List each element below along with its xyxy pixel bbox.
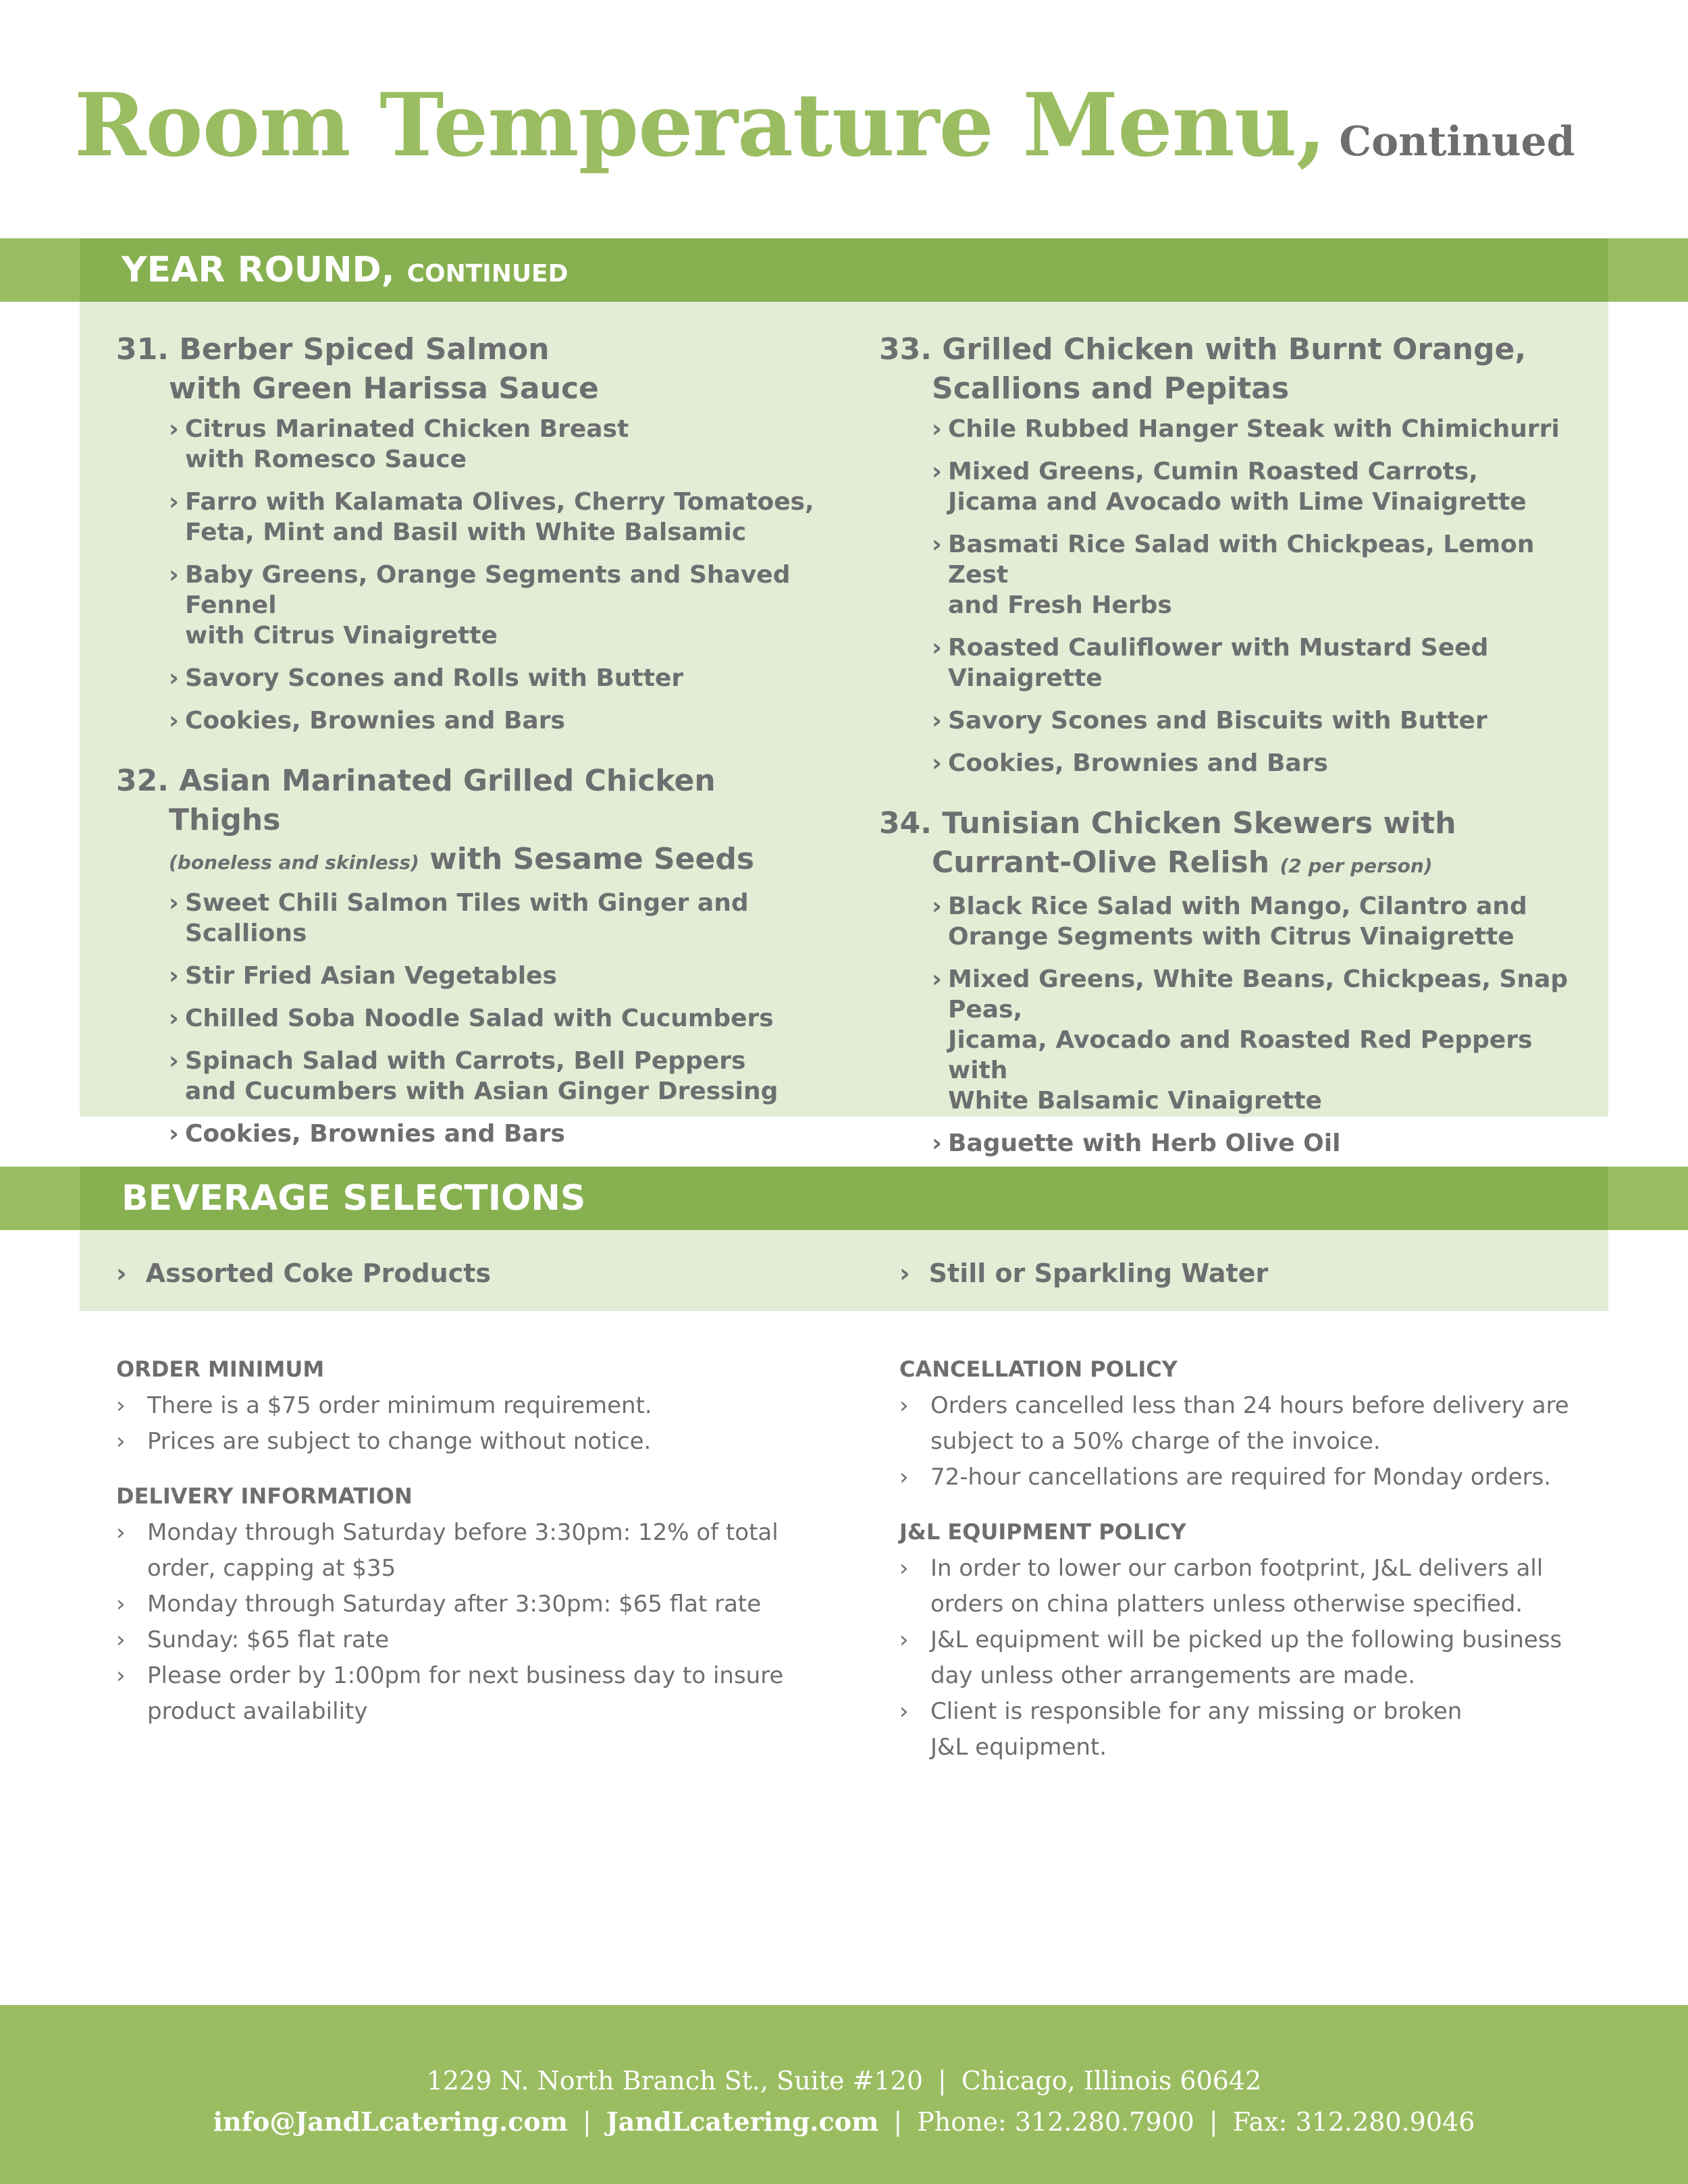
chevron-icon: › xyxy=(116,1428,126,1455)
footer-phone: Phone: 312.280.7900 xyxy=(917,2107,1194,2137)
menu-subitem-text: Feta, Mint and Basil with White Balsamic xyxy=(185,518,747,546)
menu-subitem xyxy=(932,1128,1595,1158)
menu-subitem xyxy=(169,961,832,991)
menu-subitem-text: Orange Segments with Citrus Vinaigrette xyxy=(948,923,1514,951)
chevron-icon: › xyxy=(116,1258,127,1288)
menu-subitem-text: Mixed Greens, White Beans, Chickpeas, Snap Peas, xyxy=(948,965,1568,1023)
policy-heading: CANCELLATION POLICY xyxy=(899,1356,1178,1382)
menu-item-title xyxy=(879,804,1595,886)
policy-item-text: Monday through Saturday after 3:30pm: $65 flat rate xyxy=(147,1591,762,1618)
year-round-panel xyxy=(80,302,1608,1157)
chevron-icon: › xyxy=(116,1519,126,1546)
page-title xyxy=(74,75,1575,176)
year-round-heading-small: CONTINUED xyxy=(406,260,569,288)
beverage-panel xyxy=(80,1230,1608,1311)
menu-subitem-text: Chilled Soba Noodle Salad with Cucumbers xyxy=(185,1005,774,1032)
year-round-heading-main: YEAR ROUND, xyxy=(122,250,395,290)
policy-item-text: product availability xyxy=(147,1698,368,1725)
menu-subitem-text: Cookies, Brownies and Bars xyxy=(185,1120,565,1148)
menu-item-number: 31. xyxy=(116,332,169,367)
menu-item-subitems xyxy=(879,891,1595,1201)
chevron-icon: › xyxy=(932,707,942,735)
menu-item-subitems xyxy=(879,414,1595,778)
footer-email-link[interactable]: info@JandLcatering.com xyxy=(213,2106,568,2137)
menu-item-34 xyxy=(879,804,1595,1201)
policy-list xyxy=(899,1388,1642,1495)
menu-subitem-text: Cookies, Brownies and Bars xyxy=(185,707,565,735)
policy-item xyxy=(899,1460,1642,1495)
beverage-item-water xyxy=(899,1258,1268,1288)
policy-item-text: Prices are subject to change without notice. xyxy=(147,1428,652,1455)
menu-subitem-text: Jicama and Avocado with Lime Vinaigrette xyxy=(948,488,1527,516)
menu-subitem xyxy=(932,456,1595,517)
menu-item-number: 34. xyxy=(879,806,932,841)
footer-fax: Fax: 312.280.9046 xyxy=(1232,2107,1475,2137)
menu-subitem-text: Chile Rubbed Hanger Steak with Chimichurri xyxy=(948,415,1560,443)
policy-item-text: Orders cancelled less than 24 hours before delivery are xyxy=(930,1392,1569,1419)
menu-subitem-text: Black Rice Salad with Mango, Cilantro and xyxy=(948,893,1527,920)
policy-item-text: 72-hour cancellations are required for Monday orders. xyxy=(930,1464,1552,1491)
policy-item xyxy=(116,1622,859,1658)
menu-item-title-line1: Asian Marinated Grilled Chicken Thighs xyxy=(169,764,716,837)
menu-item-title-line2: Currant-Olive Relish xyxy=(932,845,1270,880)
policy-item-text: Monday through Saturday before 3:30pm: 12% of total xyxy=(147,1519,779,1546)
menu-item-title-line2: Scallions and Pepitas xyxy=(932,371,1290,406)
policy-list xyxy=(116,1388,859,1460)
policy-list xyxy=(899,1551,1642,1765)
menu-subitem-text: Spinach Salad with Carrots, Bell Peppers xyxy=(185,1047,746,1075)
menu-subitem-text: Farro with Kalamata Olives, Cherry Tomatoes, xyxy=(185,488,814,516)
chevron-icon: › xyxy=(899,1392,909,1419)
menu-subitem-text: Roasted Cauliflower with Mustard Seed Vinaigrette xyxy=(948,634,1489,692)
footer-address-line xyxy=(0,2066,1688,2096)
menu-item-title-line1: Berber Spiced Salmon xyxy=(179,332,550,367)
menu-subitem-text: Savory Scones and Rolls with Butter xyxy=(185,664,684,692)
footer xyxy=(0,2005,1688,2184)
menu-subitem xyxy=(932,748,1595,778)
policy-heading: ORDER MINIMUM xyxy=(116,1356,325,1382)
policy-item-text: day unless other arrangements are made. xyxy=(930,1662,1416,1689)
menu-subitem-text: Stir Fried Asian Vegetables xyxy=(185,962,557,990)
menu-subitem xyxy=(169,1119,832,1149)
footer-contact-line xyxy=(0,2106,1688,2137)
menu-subitem-text: Cookies, Brownies and Bars xyxy=(948,749,1328,777)
policies-column-left xyxy=(116,1356,859,1753)
year-round-band xyxy=(0,238,1688,302)
footer-city: Chicago, Illinois 60642 xyxy=(961,2066,1262,2096)
menu-subitem-text: White Balsamic Vinaigrette xyxy=(948,1087,1322,1115)
menu-subitem xyxy=(169,487,832,548)
menu-item-note: (boneless and skinless) xyxy=(169,851,419,874)
menu-subitem-text: Baby Greens, Orange Segments and Shaved Fennel xyxy=(185,561,791,619)
policy-item xyxy=(899,1622,1642,1694)
menu-subitem xyxy=(169,414,832,475)
policy-list xyxy=(116,1515,859,1730)
footer-separator: | xyxy=(938,2066,947,2096)
policy-item-text: Client is responsible for any missing or broken xyxy=(930,1698,1462,1725)
year-round-heading xyxy=(122,250,569,290)
chevron-icon: › xyxy=(932,531,942,558)
chevron-icon: › xyxy=(932,965,942,993)
menu-subitem xyxy=(932,705,1595,736)
policy-item-text: J&L equipment. xyxy=(930,1734,1107,1761)
chevron-icon: › xyxy=(116,1591,126,1618)
policy-item xyxy=(116,1388,859,1424)
page-title-main: Room Temperature Menu, xyxy=(74,75,1326,176)
policy-item xyxy=(116,1515,859,1587)
chevron-icon: › xyxy=(116,1626,126,1653)
policy-item-text: subject to a 50% charge of the invoice. xyxy=(930,1428,1381,1455)
beverage-label: Assorted Coke Products xyxy=(145,1258,492,1288)
chevron-icon: › xyxy=(899,1555,909,1582)
policy-item-text: J&L equipment will be picked up the following business xyxy=(930,1626,1562,1653)
menu-column-right xyxy=(879,330,1595,1227)
menu-subitem-text: with Citrus Vinaigrette xyxy=(185,622,498,649)
menu-column-left xyxy=(116,330,832,1175)
policy-item xyxy=(899,1388,1642,1460)
chevron-icon: › xyxy=(116,1662,126,1689)
policy-item-text: There is a $75 order minimum requirement. xyxy=(147,1392,652,1419)
menu-subitem xyxy=(932,633,1595,693)
menu-item-subitems xyxy=(116,888,832,1149)
chevron-icon: › xyxy=(169,889,179,917)
policies-column-right xyxy=(899,1356,1642,1788)
menu-item-number: 32. xyxy=(116,764,169,798)
beverage-band-inner xyxy=(80,1167,1608,1230)
menu-item-subitems xyxy=(116,414,832,736)
policy-item-text: orders on china platters unless otherwise specified. xyxy=(930,1591,1523,1618)
beverage-item-coke xyxy=(116,1258,491,1288)
policy-item-text: In order to lower our carbon footprint, J&L delivers all xyxy=(930,1555,1544,1582)
menu-item-title xyxy=(116,330,832,408)
menu-subitem xyxy=(169,1003,832,1034)
menu-subitem xyxy=(169,663,832,693)
menu-item-title-line2: with Green Harissa Sauce xyxy=(169,371,599,406)
menu-subitem xyxy=(169,705,832,736)
chevron-icon: › xyxy=(169,561,179,589)
delivery-section xyxy=(116,1483,859,1730)
chevron-icon: › xyxy=(169,962,179,990)
menu-subitem xyxy=(932,414,1595,444)
menu-subitem-text: Jicama, Avocado and Roasted Red Peppers with xyxy=(948,1026,1533,1084)
page-title-sub: Continued xyxy=(1339,118,1575,165)
policy-item xyxy=(116,1424,859,1460)
policy-heading: J&L EQUIPMENT POLICY xyxy=(899,1519,1186,1545)
menu-subitem xyxy=(932,891,1595,952)
chevron-icon: › xyxy=(116,1392,126,1419)
chevron-icon: › xyxy=(932,415,942,443)
menu-subitem xyxy=(169,888,832,949)
menu-subitem-text: Basmati Rice Salad with Chickpeas, Lemon Zest xyxy=(948,531,1535,589)
chevron-icon: › xyxy=(169,415,179,443)
footer-address: 1229 N. North Branch St., Suite #120 xyxy=(426,2066,924,2096)
menu-subitem-text: and Cucumbers with Asian Ginger Dressing xyxy=(185,1077,779,1105)
chevron-icon: › xyxy=(169,1120,179,1148)
menu-item-note: (2 per person) xyxy=(1280,855,1433,877)
footer-separator: | xyxy=(1209,2107,1218,2137)
chevron-icon: › xyxy=(169,707,179,735)
chevron-icon: › xyxy=(169,1047,179,1075)
footer-separator: | xyxy=(893,2107,903,2137)
menu-item-32 xyxy=(116,762,832,1149)
beverage-label: Still or Sparkling Water xyxy=(928,1258,1269,1288)
chevron-icon: › xyxy=(169,664,179,692)
menu-subitem-text: Citrus Marinated Chicken Breast xyxy=(185,415,629,443)
menu-subitem-text: and Fresh Herbs xyxy=(948,591,1172,619)
chevron-icon: › xyxy=(932,634,942,662)
menu-subitem-text: Savory Scones and Biscuits with Butter xyxy=(948,707,1487,735)
chevron-icon: › xyxy=(932,1129,942,1157)
policy-item xyxy=(899,1551,1642,1622)
menu-subitem-text: with Romesco Sauce xyxy=(185,446,467,473)
order-minimum-section xyxy=(116,1356,859,1460)
menu-item-number: 33. xyxy=(879,332,932,367)
footer-separator: | xyxy=(582,2107,591,2137)
menu-item-title-line2: with Sesame Seeds xyxy=(429,842,755,876)
policy-heading: DELIVERY INFORMATION xyxy=(116,1483,413,1509)
menu-item-title-line1: Tunisian Chicken Skewers with xyxy=(942,806,1456,841)
menu-subitem-text: Mixed Greens, Cumin Roasted Carrots, xyxy=(948,458,1478,485)
policy-item xyxy=(899,1694,1642,1765)
menu-subitem xyxy=(169,560,832,651)
menu-item-title-line1: Grilled Chicken with Burnt Orange, xyxy=(942,332,1527,367)
chevron-icon: › xyxy=(932,749,942,777)
menu-subitem-text: Baguette with Herb Olive Oil xyxy=(948,1129,1341,1157)
footer-website-link[interactable]: JandLcatering.com xyxy=(606,2106,879,2137)
year-round-band-inner xyxy=(80,238,1608,302)
policy-item-text: Sunday: $65 flat rate xyxy=(147,1626,390,1653)
menu-subitem-text: Sweet Chili Salmon Tiles with Ginger and Scallions xyxy=(185,889,749,947)
cancellation-section xyxy=(899,1356,1642,1495)
chevron-icon: › xyxy=(899,1626,909,1653)
menu-item-33 xyxy=(879,330,1595,778)
chevron-icon: › xyxy=(899,1464,909,1491)
chevron-icon: › xyxy=(169,1005,179,1032)
menu-subitem xyxy=(169,1046,832,1107)
menu-subitem xyxy=(932,529,1595,620)
menu-subitem xyxy=(932,964,1595,1116)
beverage-heading: BEVERAGE SELECTIONS xyxy=(122,1178,586,1219)
policy-item xyxy=(116,1587,859,1622)
beverage-band xyxy=(0,1167,1688,1230)
chevron-icon: › xyxy=(932,893,942,920)
policy-item xyxy=(116,1658,859,1730)
chevron-icon: › xyxy=(899,1698,909,1725)
policy-item-text: order, capping at $35 xyxy=(147,1555,396,1582)
menu-item-title xyxy=(116,762,832,882)
chevron-icon: › xyxy=(899,1258,910,1288)
menu-item-31 xyxy=(116,330,832,736)
menu-item-title xyxy=(879,330,1595,408)
policy-item-text: Please order by 1:00pm for next business day to insure xyxy=(147,1662,784,1689)
chevron-icon: › xyxy=(169,488,179,516)
equipment-section xyxy=(899,1518,1642,1765)
chevron-icon: › xyxy=(932,458,942,485)
